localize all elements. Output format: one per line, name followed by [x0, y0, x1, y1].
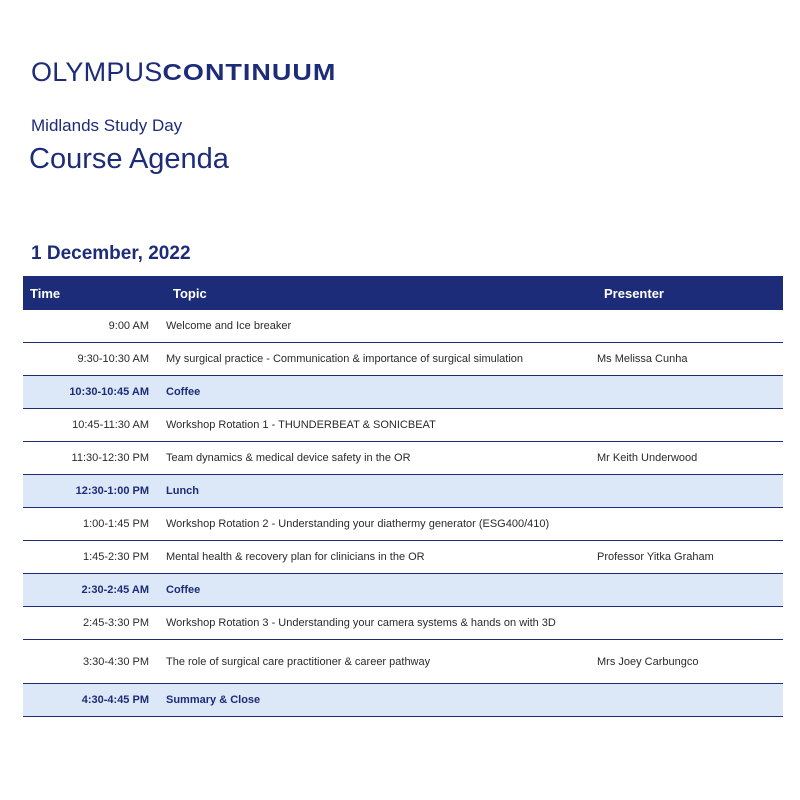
agenda-topic: Lunch	[166, 485, 199, 497]
agenda-row	[23, 508, 783, 541]
agenda-presenter: Ms Melissa Cunha	[597, 353, 688, 365]
agenda-time: 2:30-2:45 AM	[81, 584, 149, 596]
agenda-presenter: Mr Keith Underwood	[597, 452, 698, 464]
agenda-row	[23, 640, 783, 684]
agenda-topic: Coffee	[166, 584, 201, 596]
agenda-topic: The role of surgical care practitioner & career pathway	[166, 655, 431, 668]
agenda-row	[23, 409, 783, 442]
agenda-presenter: Mrs Joey Carbungco	[597, 655, 699, 668]
agenda-topic: Coffee	[166, 386, 201, 398]
agenda-break-row	[23, 475, 783, 508]
agenda-row	[23, 607, 783, 640]
agenda-date: 1 December, 2022	[31, 243, 191, 264]
agenda-row	[23, 343, 783, 376]
agenda-topic: Welcome and Ice breaker	[166, 320, 292, 332]
page-title: Course Agenda	[29, 143, 229, 175]
agenda-topic: Workshop Rotation 3 - Understanding your camera systems & hands on with 3D	[166, 617, 556, 629]
agenda-table-body	[23, 310, 783, 717]
page-subtitle: Midlands Study Day	[31, 116, 183, 135]
agenda-presenter: Professor Yitka Graham	[597, 551, 714, 563]
agenda-break-row	[23, 376, 783, 409]
agenda-time: 2:45-3:30 PM	[82, 617, 149, 629]
agenda-topic: Workshop Rotation 2 - Understanding your diathermy generator (ESG400/410)	[166, 518, 550, 530]
agenda-time: 9:30-10:30 AM	[77, 353, 149, 365]
olympus-continuum-logo	[31, 54, 336, 90]
agenda-table	[23, 276, 783, 717]
agenda-row	[23, 541, 783, 574]
agenda-row	[23, 310, 783, 343]
column-header-presenter: Presenter	[604, 285, 664, 301]
agenda-table-header	[23, 276, 783, 310]
agenda-row	[23, 442, 783, 475]
agenda-topic: Workshop Rotation 1 - THUNDERBEAT & SONICBEAT	[166, 419, 436, 431]
agenda-time: 10:30-10:45 AM	[69, 386, 149, 398]
agenda-topic: Mental health & recovery plan for clinicians in the OR	[166, 551, 425, 563]
column-header-topic: Topic	[173, 285, 207, 301]
agenda-break-row	[23, 684, 783, 717]
agenda-time: 1:00-1:45 PM	[82, 518, 149, 530]
agenda-break-row	[23, 574, 783, 607]
agenda-time: 3:30-4:30 PM	[82, 655, 149, 668]
agenda-topic: My surgical practice - Communication & importance of surgical simulation	[166, 353, 524, 365]
agenda-time: 12:30-1:00 PM	[75, 485, 149, 497]
agenda-topic: Team dynamics & medical device safety in the OR	[166, 452, 411, 464]
column-header-time: Time	[30, 285, 61, 301]
agenda-topic: Summary & Close	[166, 694, 261, 706]
logo-light-text: OLYMPUS	[31, 56, 163, 87]
agenda-time: 4:30-4:45 PM	[81, 694, 149, 706]
agenda-time: 11:30-12:30 PM	[71, 452, 149, 464]
logo-bold-text: CONTINUUM	[162, 58, 337, 85]
agenda-time: 1:45-2:30 PM	[82, 551, 149, 563]
agenda-time: 10:45-11:30 AM	[72, 419, 149, 431]
agenda-time: 9:00 AM	[108, 320, 149, 332]
